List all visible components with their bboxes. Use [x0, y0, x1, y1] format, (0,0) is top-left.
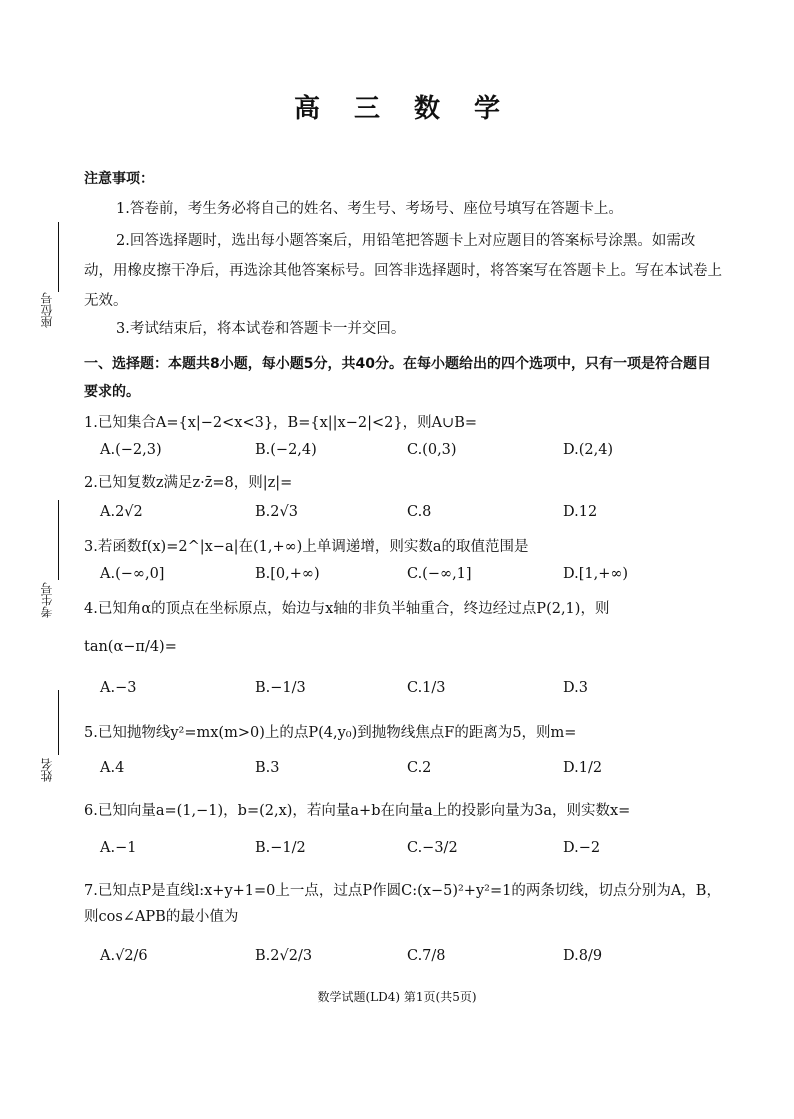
- option-a: A.4: [100, 760, 125, 776]
- notice-heading: 注意事项：: [84, 171, 154, 187]
- option-a: A.−3: [100, 680, 137, 696]
- option-d: D.12: [563, 504, 598, 520]
- name-line: [58, 690, 59, 755]
- option-a: A.2√2: [100, 504, 143, 520]
- option-d: D.−2: [563, 840, 601, 856]
- option-b: B.[0,+∞): [255, 566, 320, 582]
- notice-item-2: 2.回答选择题时，选出每小题答案后，用铅笔把答题卡上对应题目的答案标号涂黑。如需改动，用橡皮擦干净后，再选涂其他答案标号。回答非选择题时，将答案写在答题卡上。写在本试卷上无效。: [84, 233, 722, 309]
- question-1: 1.已知集合A={x|−2<x<3}，B={x||x−2|<2}，则A∪B=: [84, 415, 477, 431]
- exam-no-label: 考生号: [40, 582, 54, 618]
- option-d: D.3: [563, 680, 588, 696]
- page-title: 高三数学: [293, 94, 534, 124]
- question-7: 7.已知点P是直线l:x+y+1=0上一点，过点P作圆C:(x−5)²+y²=1的两条切线，切点分别为A，B，则cos∠APB的最小值为: [84, 883, 721, 925]
- question-2: 2.已知复数z满足z·z̄=8，则|z|=: [84, 475, 293, 491]
- option-a: A.−1: [100, 840, 137, 856]
- option-c: C.−3/2: [407, 840, 458, 856]
- question-5: 5.已知抛物线y²=mx(m>0)上的点P(4,y₀)到抛物线焦点F的距离为5，则m=: [84, 725, 577, 741]
- option-d: D.[1,+∞): [563, 566, 629, 582]
- option-d: D.(2,4): [563, 442, 614, 458]
- option-c: C.1/3: [407, 680, 446, 696]
- option-c: C.(0,3): [407, 442, 457, 458]
- option-c: C.2: [407, 760, 432, 776]
- question-4-line2: tan(α−π/4)=: [84, 639, 177, 655]
- option-b: B.2√3: [255, 504, 298, 520]
- option-a: A.(−∞,0]: [100, 566, 165, 582]
- name-label: 姓名: [40, 758, 54, 782]
- notice-item-3: 3.考试结束后，将本试卷和答题卡一并交回。: [116, 321, 406, 337]
- question-4: 4.已知角α的顶点在坐标原点，始边与x轴的非负半轴重合，终边经过点P(2,1)，则: [84, 601, 610, 617]
- question-6: 6.已知向量a=(1,−1)，b=(2,x)，若向量a+b在向量a上的投影向量为3a，则实数x=: [84, 803, 631, 819]
- seat-label: 座位号: [40, 292, 54, 328]
- section-heading: 一、选择题：本题共8小题，每小题5分，共40分。在每小题给出的四个选项中，只有一项是符合题目要求的。: [84, 356, 711, 400]
- option-b: B.−1/3: [255, 680, 306, 696]
- option-c: C.(−∞,1]: [407, 566, 472, 582]
- option-b: B.−1/2: [255, 840, 306, 856]
- question-2-options: [100, 504, 700, 528]
- option-b: B.(−2,4): [255, 442, 317, 458]
- question-1-options: [100, 442, 700, 466]
- option-d: D.8/9: [563, 948, 603, 964]
- option-a: A.√2/6: [100, 948, 148, 964]
- option-a: A.(−2,3): [100, 442, 162, 458]
- exam-no-line: [58, 500, 59, 580]
- option-c: C.7/8: [407, 948, 446, 964]
- option-b: B.3: [255, 760, 280, 776]
- option-d: D.1/2: [563, 760, 603, 776]
- option-b: B.2√2/3: [255, 948, 313, 964]
- page-footer: 数学试题(LD4) 第1页(共5页): [317, 990, 477, 1004]
- notice-item-1: 1.答卷前，考生务必将自己的姓名、考生号、考场号、座位号填写在答题卡上。: [116, 201, 623, 217]
- question-6-options: [100, 840, 700, 864]
- question-5-options: [100, 760, 700, 784]
- question-3: 3.若函数f(x)=2^|x−a|在(1,+∞)上单调递增，则实数a的取值范围是: [84, 539, 529, 555]
- seat-line: [58, 222, 59, 292]
- option-c: C.8: [407, 504, 432, 520]
- question-4-options: [100, 680, 700, 704]
- question-3-options: [100, 566, 700, 590]
- question-7-options: [100, 948, 700, 972]
